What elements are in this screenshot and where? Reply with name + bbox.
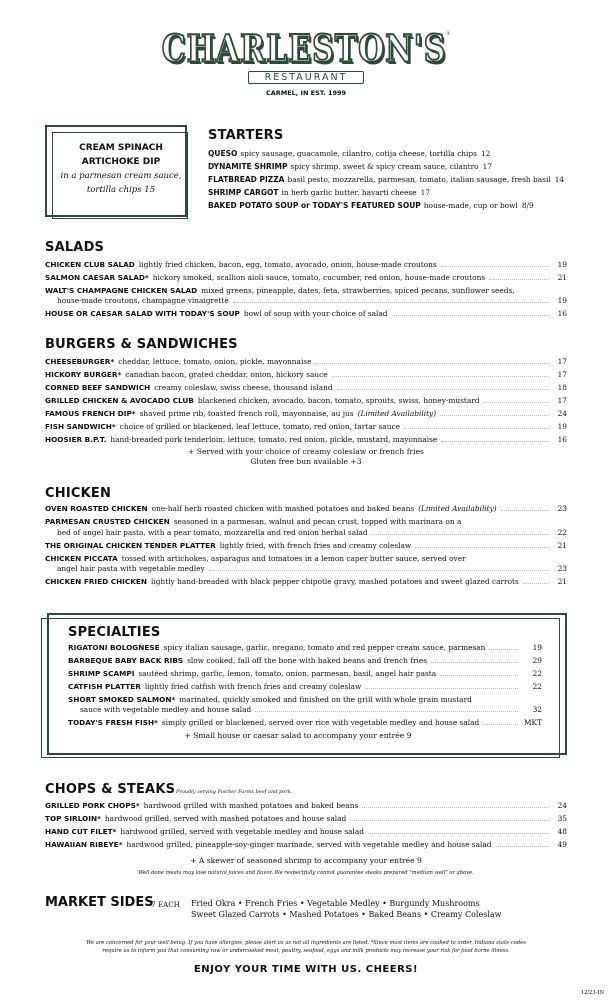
item-desc: basil pesto, mozzarella, parmesan, tomato, italian sausage, fresh basil <box>287 175 551 184</box>
limited-availability: (Limited Availability) <box>357 409 437 418</box>
item-price: 22 <box>557 528 567 537</box>
market-sides-price: 7 EACH <box>151 900 181 909</box>
menu-item <box>45 408 567 419</box>
market-sides-line1: Fried Okra • French Fries • Vegetable Medley • Burgundy Mushrooms <box>191 899 480 908</box>
item-name: CHICKEN CLUB SALAD <box>45 260 135 269</box>
item-name: DYNAMITE SHRIMP <box>208 162 288 171</box>
item-name: OVEN ROASTED CHICKEN <box>45 504 148 513</box>
item-desc: hardwood grilled, served with mashed potatoes and house salad <box>104 814 347 823</box>
menu-item <box>68 717 542 728</box>
item-desc: lightly fried chicken, bacon, egg, tomato, avocado, onion, house-made croutons <box>138 260 437 269</box>
logo-subtitle: RESTAURANT <box>248 71 365 84</box>
item-desc: seasoned in a parmesan, walnut and pecan crust, topped with marinara on a <box>173 517 462 526</box>
menu-item <box>45 800 567 811</box>
restaurant-logo <box>0 27 612 85</box>
item-price: 22 <box>532 682 542 691</box>
menu-item <box>68 642 542 653</box>
menu-item <box>45 272 567 283</box>
item-desc: hand-breaded pork tenderloin, lettuce, tomato, red onion, pickle, mustard, mayonnaise <box>110 435 438 444</box>
menu-item <box>68 681 542 692</box>
feature-title <box>50 141 192 169</box>
item-price: 19 <box>532 643 542 652</box>
gluten-free-note: Gluten free bun available +3 <box>250 457 362 466</box>
disclaimer-line1: We are concerned for your well being. If you have allergies, please alert us as not all ingredients are listed. *Since most items are cooked to order, Indiana state codes <box>86 940 526 946</box>
item-desc: lightly fried, with french fries and creamy coleslaw <box>219 541 412 550</box>
item-name: CATFISH PLATTER <box>68 682 141 691</box>
item-name: CHICKEN PICCATA <box>45 554 118 563</box>
item-price: MKT <box>523 718 542 727</box>
item-name: PARMESAN CRUSTED CHICKEN <box>45 517 170 526</box>
item-price: 17 <box>557 396 567 405</box>
menu-item <box>45 421 567 432</box>
item-name: SHRIMP CARGOT <box>208 188 279 197</box>
item-price: 19 <box>557 422 567 431</box>
item-name: SALMON CAESAR SALAD* <box>45 273 149 282</box>
item-desc: mixed greens, pineapple, dates, feta, strawberries, spiced pecans, sunflower seeds, <box>201 286 515 295</box>
menu-item-continued <box>68 704 542 715</box>
item-price: 24 <box>557 409 567 418</box>
allergy-disclaimer <box>70 939 542 955</box>
item-desc-cont: sauce with vegetable medley and house salad <box>80 705 252 714</box>
item-desc-cont: angel hair pasta with vegetable medley <box>57 564 205 573</box>
specialties-note: + Small house or caesar salad to accompany your entrée 9 <box>184 731 412 740</box>
item-desc: cheddar, lettuce, tomato, onion, pickle, mayonnaise <box>118 357 312 366</box>
menu-item <box>45 826 567 837</box>
item-price: 23 <box>557 504 567 513</box>
market-sides-line2: Sweet Glazed Carrots • Mashed Potatoes • Baked Beans • Creamy Coleslaw <box>191 910 502 919</box>
item-price: 24 <box>557 801 567 810</box>
menu-item-continued <box>45 295 567 306</box>
item-price: 14 <box>554 175 565 184</box>
item-price: 12 <box>480 149 491 158</box>
item-name: CHICKEN FRIED CHICKEN <box>45 577 147 586</box>
item-desc-cont: bed of angel hair pasta, with a pear tomato, mozzarella and red onion herbal salad <box>57 528 368 537</box>
market-sides-heading: MARKET SIDES <box>45 895 154 910</box>
item-desc: sautéed shrimp, garlic, lemon, tomato, onion, parmesan, basil, angel hair pasta <box>138 669 437 678</box>
feature-title-line2: ARTICHOKE DIP <box>81 157 161 167</box>
item-name: FLATBREAD PIZZA <box>208 175 285 184</box>
item-name: TOP SIRLOIN* <box>45 814 101 823</box>
item-price: 48 <box>557 827 567 836</box>
item-price: 17 <box>557 370 567 379</box>
well-done-note: Well done meats may lose natural juices and flavor. We respectfully cannot guarantee steaks prepared "medium well" or above. <box>138 870 474 876</box>
item-desc: marinated, quickly smoked and finished on the grill with whole grain mustard <box>179 695 472 704</box>
item-price: 8/9 <box>521 201 534 210</box>
item-price: 19 <box>557 296 567 305</box>
trademark-mark: ® <box>446 32 451 37</box>
item-price: 16 <box>557 309 567 318</box>
limited-availability: (Limited Availability) <box>418 504 497 513</box>
menu-item <box>68 655 542 666</box>
item-price: 29 <box>532 656 542 665</box>
item-desc: spicy shrimp, sweet & spicy cream sauce, cilantro <box>290 162 479 171</box>
item-desc: tossed with artichokes, asparagus and tomatoes in a lemon caper butter sauce, served over <box>121 554 466 563</box>
item-name: SHORT SMOKED SALMON* <box>68 695 176 704</box>
item-desc: shaved prime rib, toasted french roll, mayonnaise, au jus <box>139 409 354 418</box>
item-desc: creamy coleslaw, swiss cheese, thousand island <box>154 383 333 392</box>
item-name: FISH SANDWICH* <box>45 422 116 431</box>
item-desc: canadian bacon, grated cheddar, onion, hickory sauce <box>125 370 328 379</box>
item-desc: lightly hand-breaded with black pepper chipotle gravy, mashed potatoes and sweet glazed carrots <box>151 577 519 586</box>
item-name: CHEESEBURGER* <box>45 357 115 366</box>
item-name: HOOSIER B.P.T. <box>45 435 107 444</box>
item-desc: hardwood grilled, pineapple-soy-ginger marinade, served with vegetable medley and house salad <box>126 840 492 849</box>
item-name: HICKORY BURGER* <box>45 370 122 379</box>
item-desc: hardwood grilled, served with vegetable medley and house salad <box>120 827 365 836</box>
menu-item-continued <box>45 527 567 538</box>
menu-item-continued <box>45 563 567 574</box>
item-price: 21 <box>557 577 567 586</box>
item-desc: in herb garlic butter, havarti cheese <box>281 188 417 197</box>
chops-heading: CHOPS & STEAKS <box>45 782 176 797</box>
menu-item <box>208 147 490 160</box>
item-name: QUESO <box>208 149 238 158</box>
menu-item <box>45 382 567 393</box>
menu-item <box>45 503 567 514</box>
item-name: HAWAIIAN RIBEYE* <box>45 840 123 849</box>
item-name: FAMOUS FRENCH DIP* <box>45 409 136 418</box>
disclaimer-line2: require us to inform you that consuming raw or undercooked meat, poultry, seafood, eggs and milk products may increase your risk for food borne illness. <box>102 948 510 954</box>
item-name: HOUSE OR CAESAR SALAD WITH TODAY'S SOUP <box>45 309 240 318</box>
feature-desc-line1: in a parmesan cream sauce, <box>60 171 182 181</box>
item-price: 22 <box>532 669 542 678</box>
feature-box <box>50 141 192 197</box>
item-name: BAKED POTATO SOUP or TODAY'S FEATURED SOUP <box>208 201 421 210</box>
item-price: 21 <box>557 273 567 282</box>
menu-item <box>45 540 567 551</box>
item-price: 49 <box>557 840 567 849</box>
menu-item <box>45 259 567 270</box>
item-desc: spicy italian sausage, garlic, oregano, tomato and red pepper cream sauce, parmesan <box>163 643 486 652</box>
chicken-heading: CHICKEN <box>45 486 112 501</box>
item-name: CORNED BEEF SANDWICH <box>45 383 151 392</box>
menu-item <box>45 308 567 319</box>
closing-message: ENJOY YOUR TIME WITH US. CHEERS! <box>193 964 419 975</box>
item-desc: bowl of soup with your choice of salad <box>243 309 388 318</box>
menu-item <box>45 395 567 406</box>
item-desc: spicy sausage, guacamole, cilantro, cotija cheese, tortilla chips <box>240 149 477 158</box>
menu-item <box>45 576 567 587</box>
item-price: 17 <box>557 357 567 366</box>
item-price: 21 <box>557 541 567 550</box>
item-name: TODAY'S FRESH FISH* <box>68 718 158 727</box>
item-desc: hardwood grilled with mashed potatoes and baked beans <box>143 801 359 810</box>
specialties-heading: SPECIALTIES <box>68 625 161 640</box>
feature-desc-line2: tortilla chips 15 <box>86 185 156 195</box>
menu-item <box>45 813 567 824</box>
item-name: BARBEQUE BABY BACK RIBS <box>68 656 184 665</box>
chops-note: + A skewer of seasoned shrimp to accompany your entrée 9 <box>190 856 422 865</box>
item-name: THE ORIGINAL CHICKEN TENDER PLATTER <box>45 541 216 550</box>
item-name: GRILLED PORK CHOPS* <box>45 801 140 810</box>
item-price: 17 <box>420 188 431 197</box>
menu-item <box>208 186 430 199</box>
location-established: CARMEL, IN EST. 1999 <box>265 89 347 97</box>
burgers-heading: BURGERS & SANDWICHES <box>45 337 238 352</box>
feature-title-line1: CREAM SPINACH <box>79 143 163 153</box>
menu-item <box>45 356 567 367</box>
item-desc: slow cooked, fall off the bone with baked beans and french fries <box>187 656 428 665</box>
item-name: RIGATONI BOLOGNESE <box>68 643 160 652</box>
item-name: WALT'S CHAMPAGNE CHICKEN SALAD <box>45 286 198 295</box>
item-price: 19 <box>557 260 567 269</box>
item-name: GRILLED CHICKEN & AVOCADO CLUB <box>45 396 194 405</box>
item-desc: one-half herb roasted chicken with mashed potatoes and baked beans <box>151 504 415 513</box>
item-price: 35 <box>557 814 567 823</box>
burgers-note: + Served with your choice of creamy coleslaw or french fries <box>188 447 424 456</box>
item-price: 17 <box>482 162 492 171</box>
menu-item <box>45 434 567 445</box>
menu-version-code: 12/23-IN <box>580 990 604 996</box>
chops-subtitle: Proudly serving Fischer Farms beef and pork. <box>176 789 293 795</box>
item-desc: house-made, cup or bowl <box>423 201 518 210</box>
menu-item <box>208 160 492 173</box>
logo-wordmark: CHARLESTON'S <box>161 27 447 72</box>
item-name: HAND CUT FILET* <box>45 827 117 836</box>
menu-item <box>208 173 564 186</box>
item-desc-cont: house-made croutons, champagne vinaigrette <box>57 296 229 305</box>
item-price: 32 <box>532 705 542 714</box>
item-desc: hickory smoked, scallion aioli sauce, tomato, cucumber, red onion, house-made croutons <box>152 273 486 282</box>
item-desc: lightly fried catfish with french fries and creamy coleslaw <box>144 682 362 691</box>
menu-item <box>45 369 567 380</box>
menu-item <box>45 516 567 527</box>
salads-heading: SALADS <box>45 240 105 255</box>
menu-item <box>68 668 542 679</box>
starters-heading: STARTERS <box>208 128 284 143</box>
item-desc: blackened chicken, avocado, bacon, tomato, sprouts, swiss, honey-mustard <box>197 396 480 405</box>
item-name: SHRIMP SCAMPI <box>68 669 135 678</box>
item-price: 18 <box>557 383 567 392</box>
menu-item <box>45 839 567 850</box>
feature-description <box>50 169 192 197</box>
item-desc: simply grilled or blackened, served over rice with vegetable medley and house salad <box>161 718 480 727</box>
item-price: 23 <box>557 564 567 573</box>
menu-item <box>208 199 534 212</box>
item-price: 16 <box>557 435 567 444</box>
item-desc: choice of grilled or blackened, leaf lettuce, tomato, red onion, tartar sauce <box>119 422 400 431</box>
